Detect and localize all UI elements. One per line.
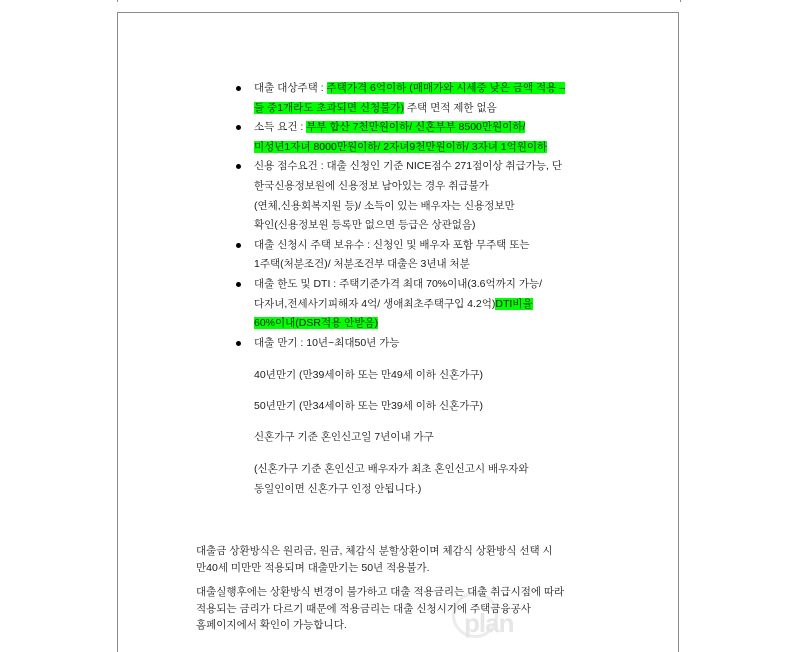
highlighted-text: 주택가격 6억이하 (매매가와 시세중 낮은 금액 적용 – xyxy=(326,82,565,94)
watermark-text: plan xyxy=(464,608,514,638)
bullet-line xyxy=(254,236,654,256)
maturity-line: (신혼가구 기준 혼인신고 배우자가 최초 혼인신고시 배우자와 xyxy=(254,463,529,475)
bullet-text: 소득 요건 : xyxy=(254,121,307,134)
bullet-line xyxy=(254,314,654,334)
maturity-line: 신혼가구 기준 혼인신고일 7년이내 가구 xyxy=(254,431,434,443)
bullet-line xyxy=(254,255,654,275)
bullet-line xyxy=(254,138,654,158)
bullet-text: 대출 한도 및 DTI : 주택기준가격 최대 70%이내(3.6억까지 가능/ xyxy=(254,277,543,290)
repayment-paragraph xyxy=(196,584,616,634)
bullet-text: 대출 만기 : 10년~최대50년 가능 xyxy=(254,336,400,349)
bullet-text: 한국신용정보원에 신용정보 남아있는 경우 취급불가 xyxy=(254,179,489,192)
paragraph-line: 대출실행후에는 상환방식 변경이 불가하고 대출 적용금리는 대출 취급시점에 따라 xyxy=(196,586,565,598)
maturity-line: 40년만기 (만39세이하 또는 만49세 이하 신혼가구) xyxy=(254,369,484,381)
bullet-text: 1주택(처분조건)/ 처분조건부 대출은 3년내 처분 xyxy=(254,258,470,271)
maturity-line: 50년만기 (만34세이하 또는 만39세 이하 신혼가구) xyxy=(254,400,484,412)
bullet-item xyxy=(254,236,654,275)
bullet-dot xyxy=(236,86,241,91)
highlighted-text: 부부 합산 7천만원이하/ 신혼부부 8500만원이하/ xyxy=(306,121,526,134)
bullet-line xyxy=(254,118,654,138)
bullet-line xyxy=(254,99,654,119)
repayment-paragraph xyxy=(196,543,616,576)
bullet-dot xyxy=(236,243,241,248)
bullet-text: (연체,신용회복지원 등)/ 소득이 있는 배우자는 신용정보만 xyxy=(254,199,515,212)
bullet-line xyxy=(254,177,654,197)
bullet-line xyxy=(254,275,654,295)
paragraph-line: 대출금 상환방식은 원리금, 원금, 체감식 분할상환이며 체감식 상환방식 선택 시 xyxy=(196,545,553,557)
highlighted-text: 60%이내(DSR적용 안받음) xyxy=(254,317,379,330)
highlighted-text: DTI비율 xyxy=(495,297,533,310)
bullet-text: 주택 면적 제한 없음 xyxy=(403,101,497,114)
bullet-dot xyxy=(236,164,241,169)
paragraph-line: 홈페이지에서 확인이 가능합니다. xyxy=(196,619,347,631)
bullet-dot xyxy=(236,125,241,130)
bullet-item xyxy=(254,118,654,157)
bullet-text: 신용 점수요건 : 대출 신청인 기준 NICE점수 271점이상 취급가능, 단 xyxy=(254,160,562,173)
bullet-text: 다자녀,전세사기피해자 4억/ 생애최초주택구입 4.2억) xyxy=(254,297,496,310)
bullet-text: 대출 신청시 주택 보유수 : 신청인 및 배우자 포함 무주택 또는 xyxy=(254,238,530,251)
bullet-item xyxy=(254,79,654,118)
bullet-dot xyxy=(236,341,241,346)
bullet-line xyxy=(254,295,654,315)
bullet-line xyxy=(254,197,654,217)
bullet-text: 대출 대상주택 : xyxy=(254,82,327,94)
bullet-line xyxy=(254,334,654,354)
bullet-item xyxy=(254,157,654,235)
bullet-item xyxy=(254,334,654,354)
paragraph-line: 적용되는 금리가 다르기 때문에 적용금리는 대출 신청시기에 주택금융공사 xyxy=(196,602,531,615)
loan-conditions-list xyxy=(254,79,654,353)
bullet-text: 확인(신용정보원 등록만 없으면 등급은 상관없음) xyxy=(254,219,476,232)
bullet-dot xyxy=(236,282,241,287)
bullet-line xyxy=(254,157,654,177)
highlighted-text: 둘 중1개라도 초과되면 신청불가) xyxy=(254,101,404,114)
highlighted-text: 미성년1자녀 8000만원이하/ 2자녀9천만원이하/ 3자녀 1억원이하 xyxy=(254,140,548,153)
bullet-item xyxy=(254,275,654,334)
bullet-line xyxy=(254,79,654,99)
paragraph-line: 만40세 미만만 적용되며 대출만기는 50년 적용불가. xyxy=(196,561,430,574)
maturity-line: 동일인이면 신혼가구 인정 안됩니다.) xyxy=(254,483,422,495)
bullet-line xyxy=(254,216,654,236)
